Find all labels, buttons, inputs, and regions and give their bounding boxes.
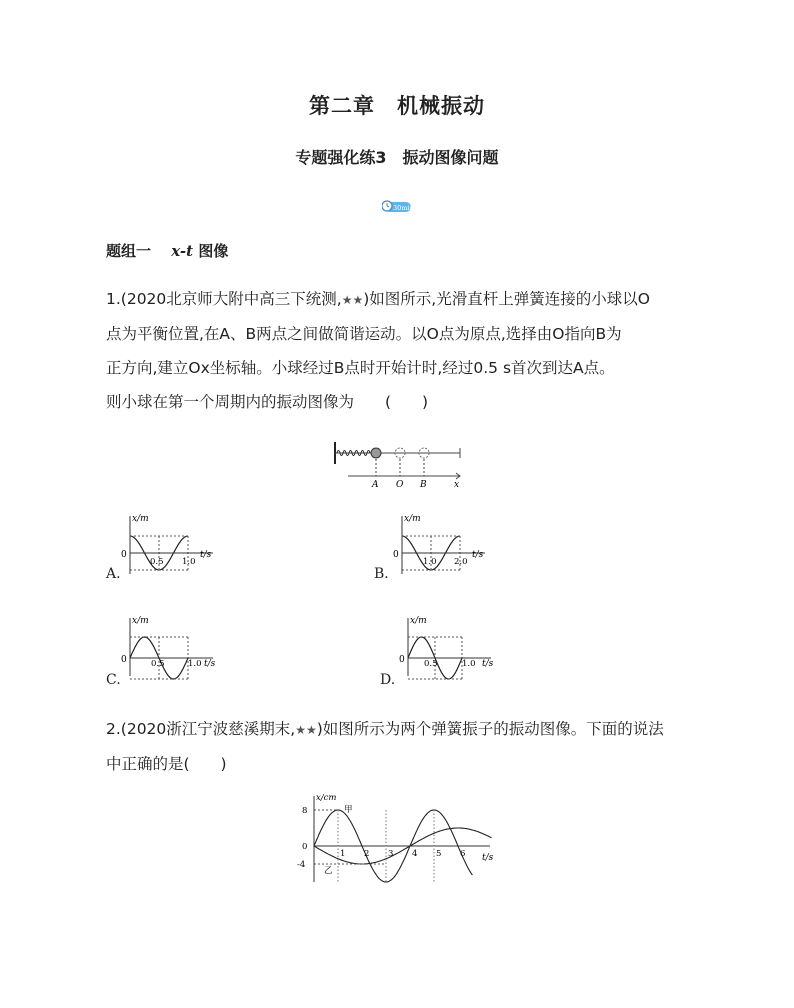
option-B-graph [390, 508, 500, 578]
option-A-t2: 1.0 [182, 557, 196, 567]
difficulty-stars-icon: ★★ [341, 293, 364, 307]
group-prefix: 题组一 [106, 242, 152, 260]
option-A-graph [118, 508, 228, 578]
option-D-label: D. [380, 672, 396, 688]
group-variable: x-t [171, 242, 194, 260]
option-C-graph [118, 610, 228, 680]
option-D-t1: 0.5 [424, 659, 438, 669]
option-D-xlabel: t/s [482, 659, 494, 669]
option-D-graph [396, 610, 506, 680]
ball-at-A [371, 448, 381, 458]
label-B: B [420, 480, 427, 490]
option-A-origin: 0 [121, 550, 127, 560]
option-A-t1: 0.5 [150, 557, 164, 567]
group-heading [106, 240, 228, 261]
option-B-origin: 0 [393, 550, 399, 560]
label-A: A [372, 480, 379, 490]
q2-origin: 0 [302, 842, 308, 852]
q2-tick-label: 4 [412, 849, 418, 859]
option-A-ylabel: x/m [132, 514, 149, 524]
time-badge-text: 30min [393, 204, 412, 212]
spring-rod-figure [330, 440, 470, 490]
option-C-t2: 1.0 [188, 659, 202, 669]
option-B-t1: 1.0 [423, 557, 437, 567]
option-B-label: B. [374, 566, 389, 582]
q2-tick-label: 1 [340, 849, 346, 859]
two-oscillator-graph [290, 790, 505, 890]
option-C-ylabel: x/m [132, 616, 149, 626]
section-subtitle: 专题强化练3 振动图像问题 [295, 148, 499, 167]
option-C-origin: 0 [121, 655, 127, 665]
option-B-xlabel: t/s [472, 550, 484, 560]
option-C-label: C. [106, 672, 121, 688]
question-2-text: 2.(2020浙江宁波慈溪期末,★★)如图所示为两个弹簧振子的振动图像。下面的说法 中正确的是( ) [106, 720, 664, 773]
q2-tick-label: 6 [460, 849, 466, 859]
q2-y-top: 8 [302, 806, 308, 816]
q2-tick-label: 2 [364, 849, 370, 859]
difficulty-stars-icon: ★★ [295, 723, 317, 737]
group-suffix: 图像 [198, 242, 229, 260]
q2-xlabel: t/s [482, 853, 494, 863]
q2-series-jia: 甲 [344, 805, 353, 815]
option-A-xlabel: t/s [200, 550, 212, 560]
option-D-ylabel: x/m [410, 616, 427, 626]
option-C[interactable] [106, 610, 228, 688]
option-B-ylabel: x/m [404, 514, 421, 524]
option-B-t2: 2.0 [454, 557, 468, 567]
option-D[interactable] [380, 610, 506, 688]
label-O: O [396, 480, 404, 490]
chapter-title: 第二章 机械振动 [309, 94, 485, 118]
option-A-label: A. [106, 566, 121, 582]
q2-ylabel: x/cm [316, 793, 337, 803]
q2-series-yi: 乙 [324, 866, 333, 876]
option-C-t1: 0.5 [151, 659, 165, 669]
option-D-origin: 0 [399, 655, 405, 665]
time-badge [382, 198, 412, 211]
label-x: x [454, 480, 460, 490]
option-B[interactable] [374, 508, 500, 582]
q2-y-bottom: -4 [297, 860, 306, 870]
question-1-text: 1.(2020北京师大附中高三下统测,★★)如图所示,光滑直杆上弹簧连接的小球以O 点为平衡位置,在A、B两点之间做简谐运动。以O点为原点,选择由O指向B为 正方向,建立Ox坐标轴。小球经过B点时开始计时,经过0.5 s首次到达A点。 则小球在第一个周期内的振动图像为 ( ) [106, 290, 650, 411]
option-D-t2: 1.0 [462, 659, 476, 669]
q2-tick-label: 5 [436, 849, 442, 859]
option-A[interactable] [106, 508, 228, 582]
q2-tick-label: 3 [388, 849, 394, 859]
option-C-xlabel: t/s [204, 659, 216, 669]
